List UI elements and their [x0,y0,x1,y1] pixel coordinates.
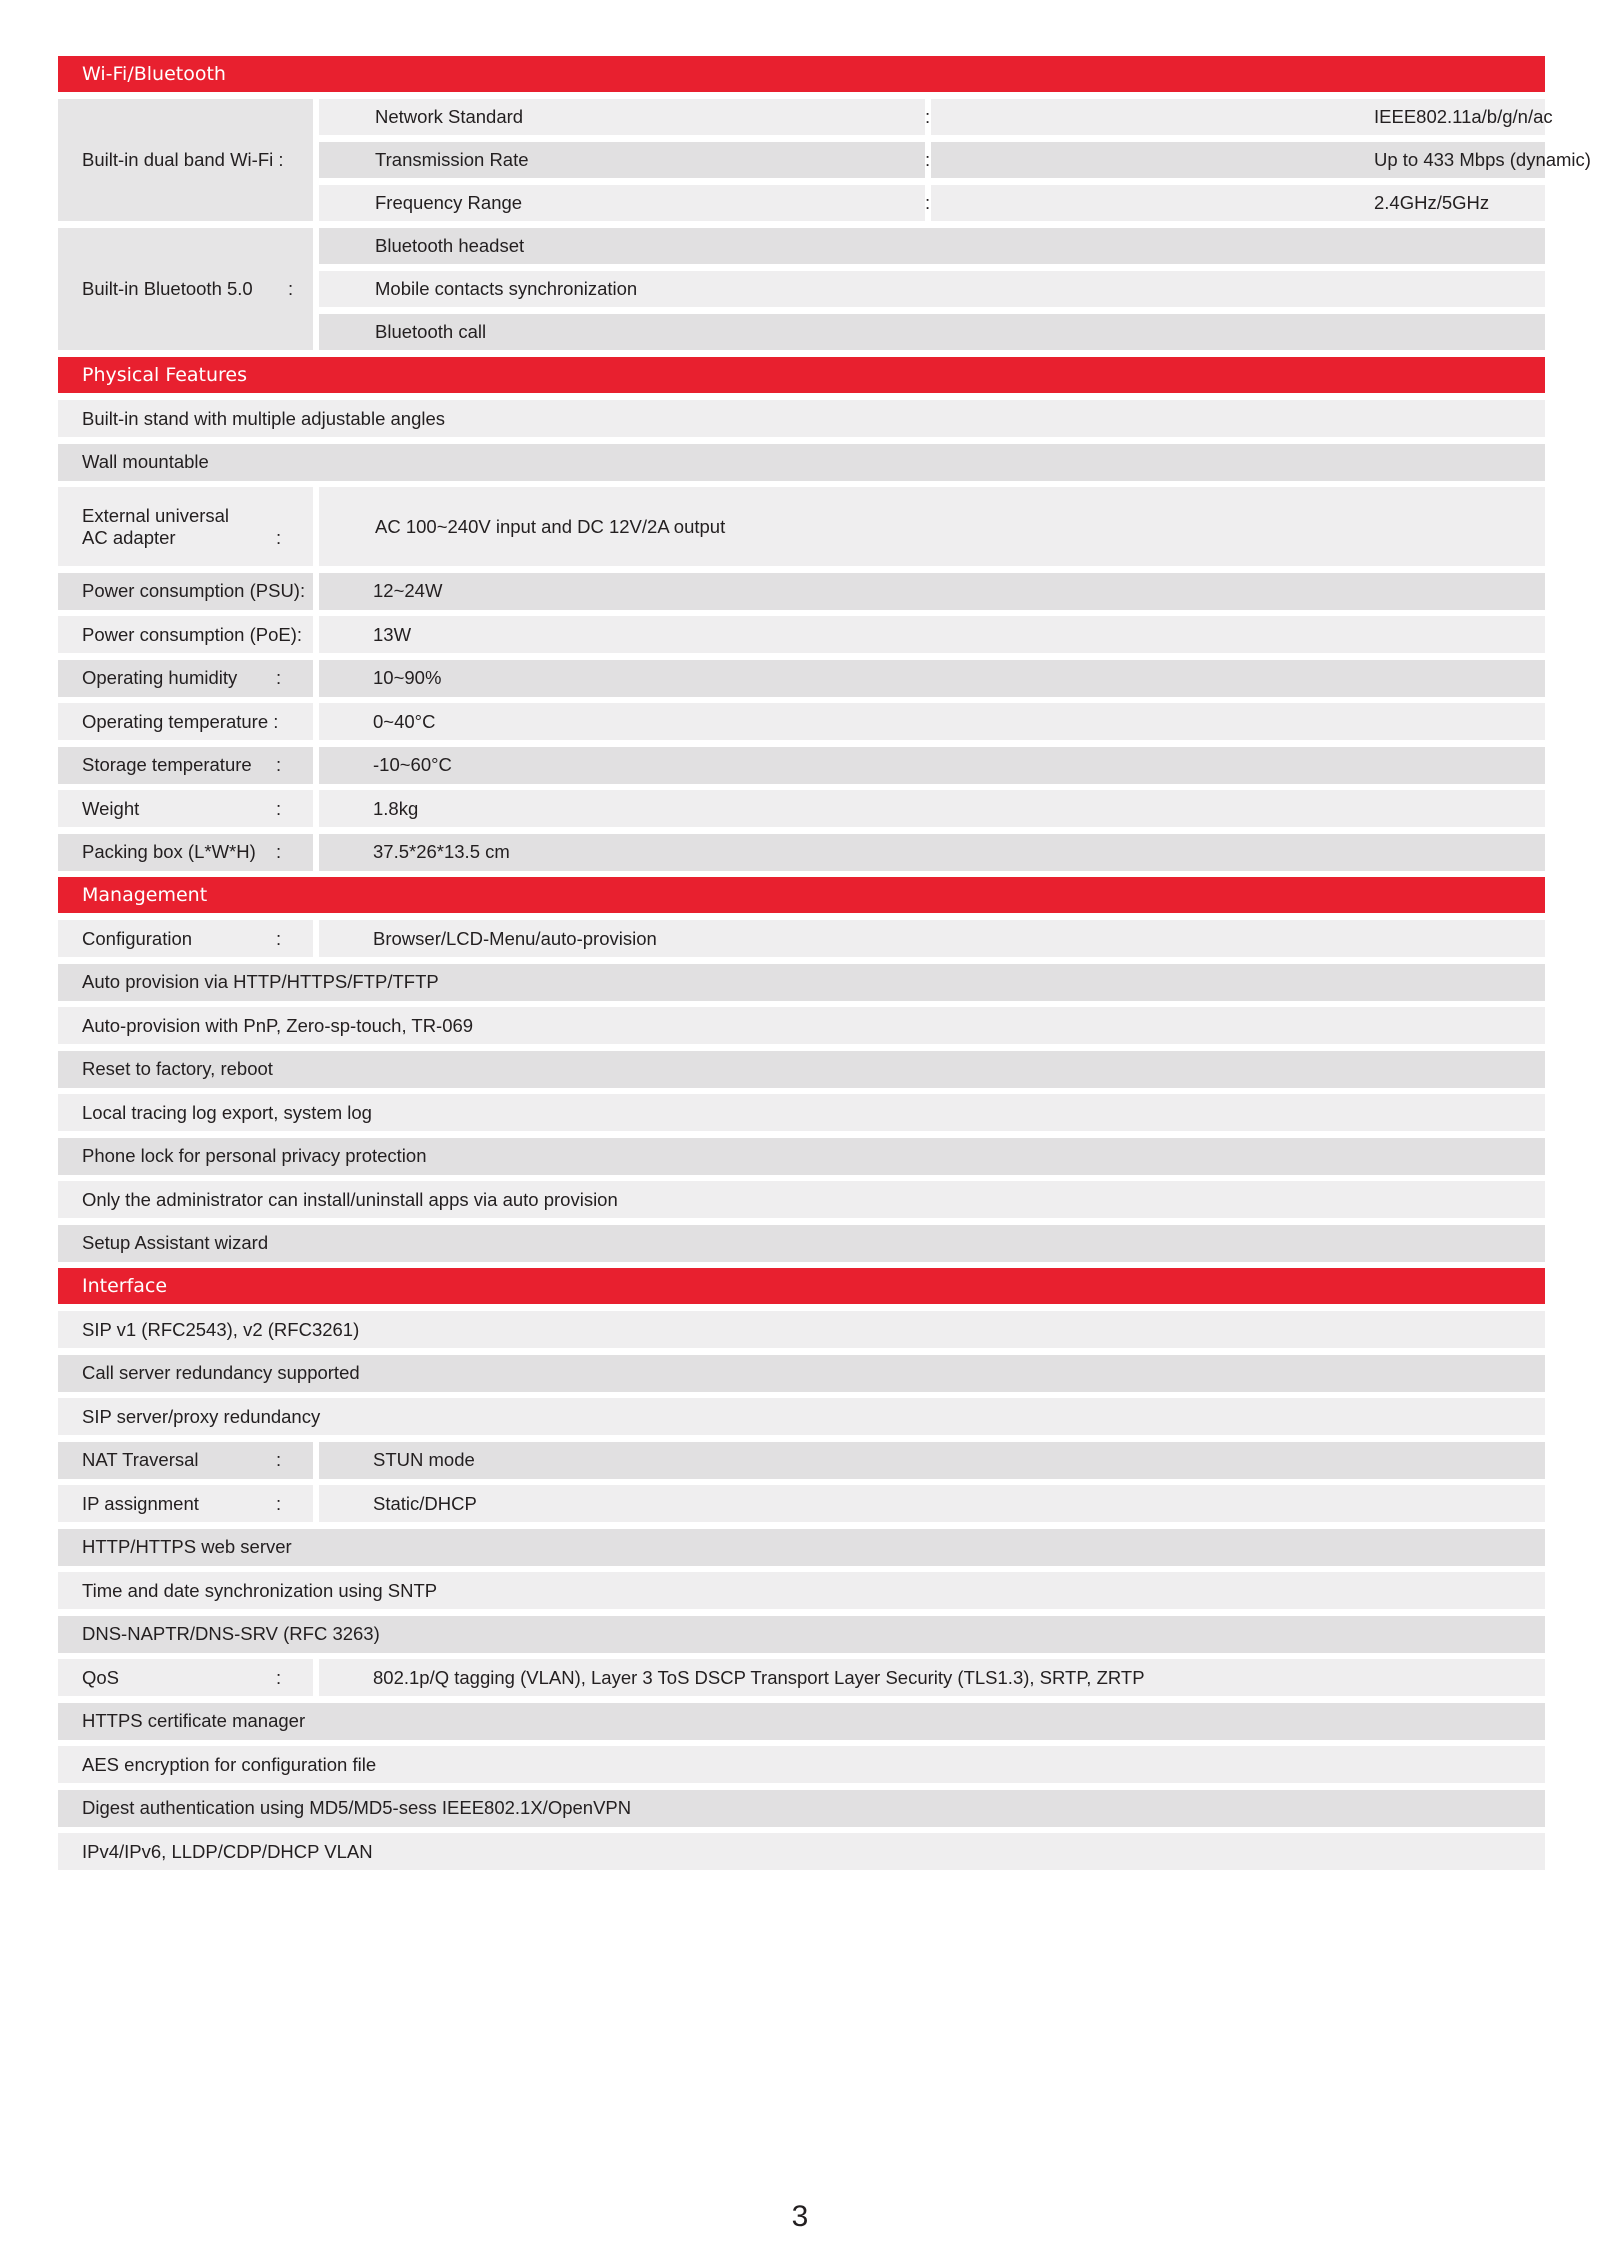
section-header-wifi-bluetooth: Wi-Fi/Bluetooth [58,56,1545,92]
management-item: Setup Assistant wizard [82,1232,269,1253]
section-header-management: Management [58,877,1545,913]
bluetooth-group [58,228,1545,350]
spec-sheet [58,56,1591,1877]
interface-row [58,1790,1545,1827]
spec-value: 2.4GHz/5GHz [1374,192,1490,213]
spec-value: -10~60°C [373,754,452,775]
management-item: Reset to factory, reboot [82,1058,273,1079]
physical-row [58,400,1545,437]
config-label: Configuration [82,927,193,949]
management-item: Phone lock for personal privacy protection [82,1145,427,1166]
management-item: Auto-provision with PnP, Zero-sp-touch, TR-069 [82,1014,474,1036]
interface-item: IPv4/IPv6, LLDP/CDP/DHCP VLAN [82,1840,373,1862]
spec-colon: : [925,149,931,170]
management-row [58,1051,1545,1088]
interface-row [58,1529,1545,1566]
spec-row [58,703,1545,740]
spec-colon: : [276,1449,282,1470]
adapter-value: AC 100~240V input and DC 12V/2A output [375,515,726,537]
adapter-label-line2: AC adapter [82,526,176,548]
config-row [58,920,1545,957]
spec-label: Power consumption (PoE): [82,623,303,645]
spec-colon: : [276,1666,282,1688]
interface-item: Time and date synchronization using SNTP [82,1579,438,1601]
interface-spec-row [58,1659,1545,1696]
interface-row [58,1616,1545,1653]
management-item: Only the administrator can install/uninstall apps via auto provision [82,1188,618,1210]
spec-value: 12~24W [373,580,443,601]
interface-row [58,1572,1545,1609]
wifi-label-cell [58,99,313,221]
spec-key: Transmission Rate [375,149,529,170]
spec-value: 13W [373,623,412,645]
interface-row [58,1398,1545,1435]
adapter-label-line1: External universal [82,504,230,526]
spec-value: Static/DHCP [373,1492,477,1514]
management-item: Auto provision via HTTP/HTTPS/FTP/TFTP [82,971,439,992]
bluetooth-feature: Bluetooth call [375,321,487,342]
adapter-row [58,487,1545,566]
spec-row [58,834,1545,871]
section-header-physical: Physical Features [58,357,1545,393]
interface-item: DNS-NAPTR/DNS-SRV (RFC 3263) [82,1623,380,1644]
bluetooth-label: Built-in Bluetooth 5.0 [82,278,253,299]
spec-colon: : [925,106,931,127]
spec-row [58,573,1545,610]
interface-item: Digest authentication using MD5/MD5-sess IEEE802.1X/OpenVPN [82,1797,632,1818]
spec-value: 802.1p/Q tagging (VLAN), Layer 3 ToS DSCP Transport Layer Security (TLS1.3), SRTP, ZRTP [373,1666,1145,1688]
interface-row [58,1833,1545,1870]
spec-value: 37.5*26*13.5 cm [373,841,510,862]
spec-label: Weight [82,797,140,819]
physical-row [58,444,1545,481]
interface-row [58,1703,1545,1740]
section-header-interface: Interface [58,1268,1545,1304]
spec-key: Network Standard [375,106,524,127]
interface-item: HTTP/HTTPS web server [82,1536,292,1557]
bluetooth-label-cell [58,228,313,350]
spec-label: Storage temperature [82,754,252,775]
bluetooth-feature: Mobile contacts synchronization [375,278,638,299]
management-row [58,1225,1545,1262]
interface-row [58,1746,1545,1783]
physical-item: Wall mountable [82,451,209,472]
spec-value: IEEE802.11a/b/g/n/ac [1374,106,1553,127]
interface-item: SIP server/proxy redundancy [82,1405,321,1427]
spec-value: 0~40°C [373,710,436,732]
spec-colon: : [925,192,931,213]
wifi-spec-row [319,142,1591,178]
bluetooth-row [319,314,1545,350]
spec-label: IP assignment [82,1492,199,1514]
config-colon: : [276,927,282,949]
management-row [58,1181,1545,1218]
interface-spec-row [58,1442,1545,1479]
config-value: Browser/LCD-Menu/auto-provision [373,927,657,949]
management-row [58,1138,1545,1175]
interface-row [58,1311,1545,1348]
spec-colon: : [276,754,282,775]
management-row [58,1094,1545,1131]
interface-item: AES encryption for configuration file [82,1753,377,1775]
management-row [58,1007,1545,1044]
spec-key: Frequency Range [375,192,523,213]
spec-row [58,616,1545,653]
spec-label: Operating temperature : [82,710,279,732]
spec-colon: : [276,841,282,862]
spec-label: QoS [82,1666,120,1688]
interface-spec-row [58,1485,1545,1522]
spec-colon: : [276,1492,282,1514]
management-row [58,964,1545,1001]
spec-colon: : [276,667,282,688]
spec-value: STUN mode [373,1449,475,1470]
physical-item: Built-in stand with multiple adjustable angles [82,407,446,429]
wifi-group [58,99,1591,221]
spec-row [58,660,1545,697]
wifi-spec-row [319,99,1553,135]
interface-row [58,1355,1545,1392]
spec-label: Power consumption (PSU): [82,580,306,601]
wifi-spec-row [319,185,1545,221]
bluetooth-colon: : [288,278,294,299]
bluetooth-row [319,271,1545,307]
bluetooth-row [319,228,1545,264]
spec-row [58,790,1545,827]
page-number: 3 [791,2200,809,2233]
bluetooth-feature: Bluetooth headset [375,235,525,256]
spec-value: 1.8kg [373,797,419,819]
spec-colon: : [276,797,282,819]
wifi-label: Built-in dual band Wi-Fi : [82,149,284,170]
spec-label: Packing box (L*W*H) [82,841,256,862]
adapter-colon: : [276,526,282,548]
spec-label: Operating humidity [82,667,238,688]
spec-value: Up to 433 Mbps (dynamic) [1374,149,1591,170]
interface-item: Call server redundancy supported [82,1362,360,1383]
spec-label: NAT Traversal [82,1449,199,1470]
interface-item: HTTPS certificate manager [82,1710,306,1731]
spec-value: 10~90% [373,667,442,688]
spec-row [58,747,1545,784]
interface-item: SIP v1 (RFC2543), v2 (RFC3261) [82,1318,360,1340]
management-item: Local tracing log export, system log [82,1101,372,1123]
